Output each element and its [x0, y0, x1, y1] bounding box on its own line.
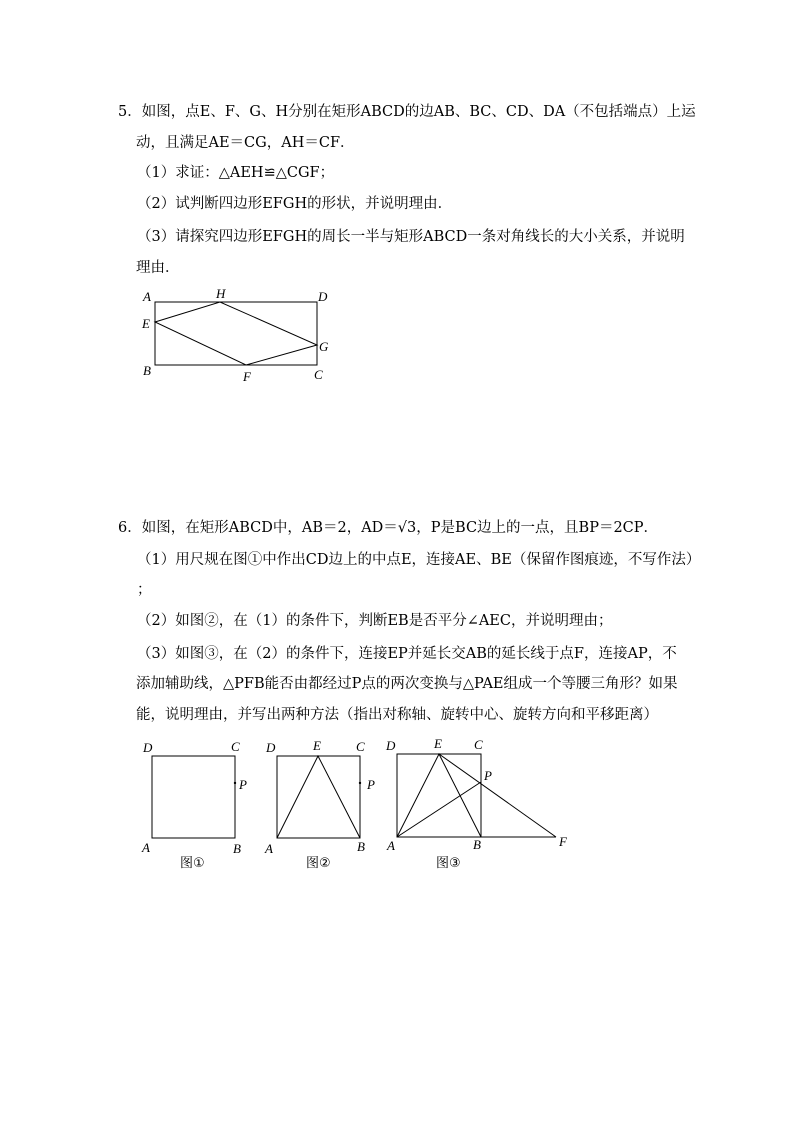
label-D: D [318, 289, 328, 304]
point-p-dot [359, 782, 361, 784]
label-B: B [143, 363, 151, 378]
figure-2-caption: 图② [306, 856, 331, 871]
label-A: A [143, 289, 151, 304]
problem6-question2: （2）如图②，在（1）的条件下，判断EB是否平分∠AEC，并说明理由； [137, 613, 613, 629]
problem5-question3-line1: （3）请探究四边形EFGH的周长一半与矩形ABCD一条对角线长的大小关系，并说明 [137, 229, 685, 245]
fig2-label-P: P [367, 777, 375, 792]
label-G: G [319, 339, 329, 354]
problem6-question3-line1: （3）如图③，在（2）的条件下，连接EP并延长交AB的延长线于点F，连接AP，不 [137, 646, 677, 662]
fig2-label-E: E [313, 738, 321, 753]
fig3-label-E: E [434, 736, 442, 751]
problem6-figures [135, 735, 580, 875]
problem6-question3-line3: 能，说明理由，并写出两种方法（指出对称轴、旋转中心、旋转方向和平移距离） [136, 707, 658, 723]
problem5-question2: （2）试判断四边形EFGH的形状，并说明理由． [137, 196, 453, 212]
problem5-question1: （1）求证：△AEH≌△CGF； [137, 165, 335, 181]
fig2-label-A: A [265, 841, 273, 856]
problem5-question3-line2: 理由． [136, 260, 180, 276]
fig3-label-D: D [386, 738, 396, 753]
label-E: E [142, 316, 150, 331]
fig1-label-P: P [239, 777, 247, 792]
fig3-label-C: C [474, 737, 483, 752]
problem5-figure [135, 283, 335, 383]
label-F: F [243, 369, 251, 384]
problem5-stem-line2: 动，且满足AE＝CG，AH＝CF． [136, 135, 355, 151]
problem6-question1-line2: ； [137, 582, 152, 598]
figure-2 [264, 738, 375, 871]
problem6-question1-line1: （1）用尺规在图①中作出CD边上的中点E，连接AE、BE（保留作图痕迹，不写作法） [137, 552, 701, 568]
point-p-dot [234, 782, 236, 784]
fig2-label-D: D [266, 740, 276, 755]
figure-1-caption: 图① [180, 856, 205, 871]
fig1-label-B: B [233, 841, 241, 856]
fig3-label-F: F [559, 834, 567, 849]
fig2-label-B: B [357, 839, 365, 854]
problem5-number: 5． [118, 104, 142, 120]
fig3-label-B: B [473, 837, 481, 852]
fig3-label-A: A [387, 838, 395, 853]
label-H: H [216, 286, 226, 301]
problem5-stem-line1: 5．如图，点E、F、G、H分别在矩形ABCD的边AB、BC、CD、DA（不包括端点）上运 [118, 104, 696, 120]
fig3-label-P: P [484, 768, 492, 783]
problem6-question3-line2: 添加辅助线，△PFB能否由都经过P点的两次变换与△PAE组成一个等腰三角形？如果 [136, 676, 678, 692]
fig1-label-D: D [143, 740, 153, 755]
quadrilateral-efgh [155, 302, 317, 365]
fig1-label-C: C [231, 739, 240, 754]
label-C: C [314, 367, 323, 382]
figure-3 [385, 736, 568, 871]
problem6-stem: 6．如图，在矩形ABCD中，AB＝2，AD＝√3，P是BC边上的一点，且BP＝2CP． [118, 520, 659, 536]
figure-3-caption: 图③ [436, 856, 461, 871]
fig2-label-C: C [356, 739, 365, 754]
problem6-number: 6． [118, 520, 142, 536]
fig1-label-A: A [142, 840, 150, 855]
figure-1 [141, 739, 247, 871]
